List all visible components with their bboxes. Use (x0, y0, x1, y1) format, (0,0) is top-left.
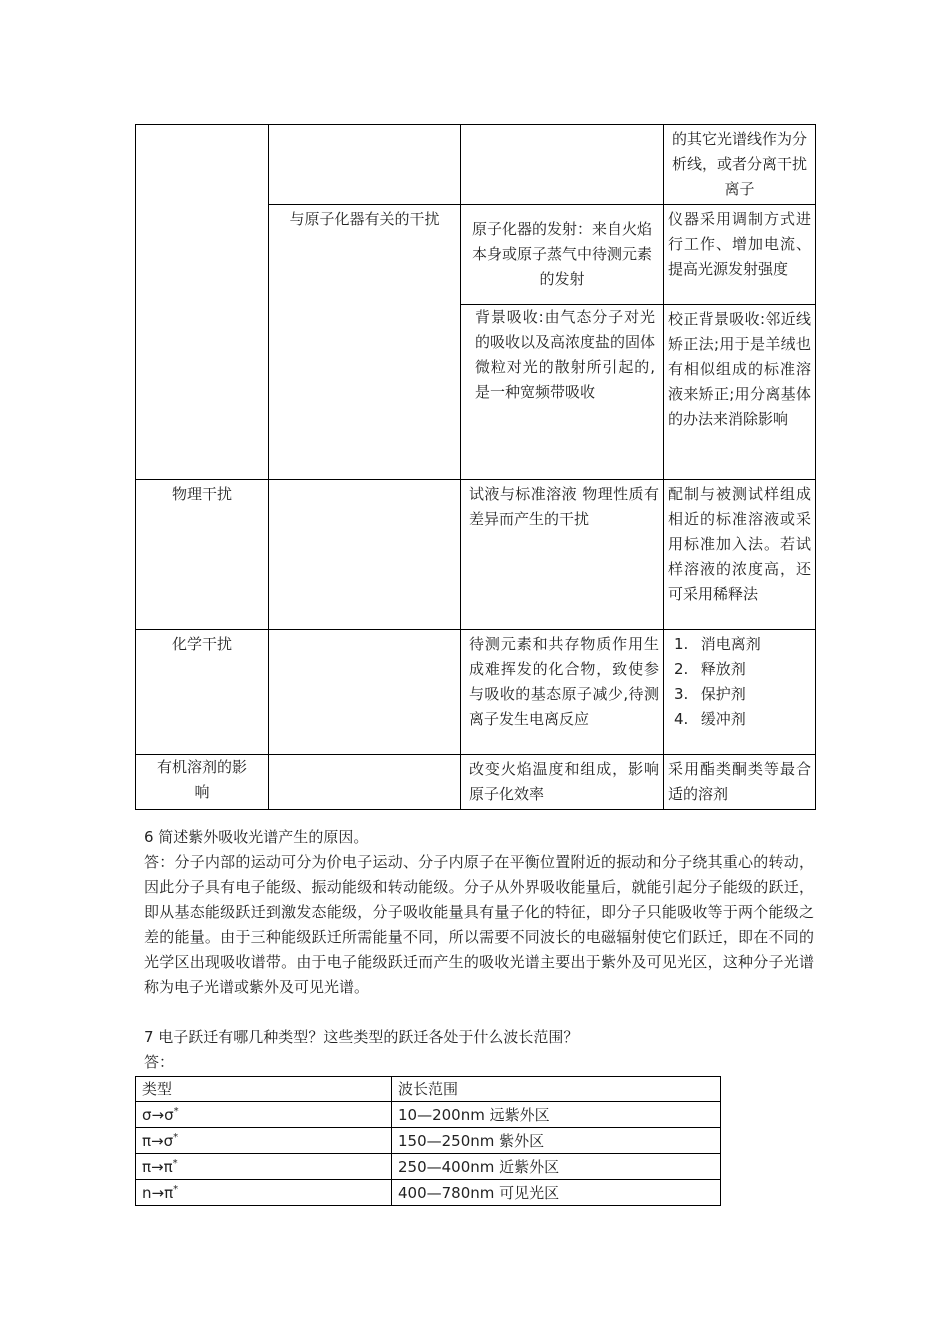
physical-interference-label: 物理干扰 (136, 480, 269, 630)
question-6: 6 简述紫外吸收光谱产生的原因。 (144, 828, 369, 846)
remedy-cell: 校正背景吸收:邻近线矫正法;用于是羊绒也有相似组成的标准溶液来矫正;用分离基体的办法来消除影响 (664, 305, 816, 480)
interference-table (135, 124, 816, 810)
remedy-cell: 仪器采用调制方式进行工作、增加电流、提高光源发射强度 (664, 205, 816, 305)
chemical-interference-label: 化学干扰 (136, 630, 269, 755)
remedy-cell: 的其它光谱线作为分析线，或者分离干扰离子 (664, 125, 816, 205)
table-row (136, 1154, 721, 1180)
wavelength-range: 150—250nm 紫外区 (392, 1128, 721, 1154)
list-item: 1. 消电离剂 (674, 635, 761, 653)
transition-type: π→π* (136, 1154, 392, 1180)
cause-cell: 背景吸收:由气态分子对光的吸收以及高浓度盐的固体微粒对光的散射所引起的,是一种宽频带吸收 (461, 305, 664, 480)
transition-type: σ→σ* (136, 1102, 392, 1128)
remedy-list (664, 630, 816, 755)
list-item: 3. 保护剂 (674, 685, 746, 703)
table-cell (269, 755, 461, 810)
table-cell (269, 630, 461, 755)
transition-type: π→σ* (136, 1128, 392, 1154)
transition-type: n→π* (136, 1180, 392, 1206)
remedy-cell: 采用酯类酮类等最合适的溶剂 (664, 755, 816, 810)
table-row (136, 480, 816, 630)
cause-cell: 原子化器的发射：来自火焰本身或原子蒸气中待测元素的发射 (461, 205, 664, 305)
remedy-cell: 配制与被测试样组成相近的标准溶液或采用标准加入法。若试样溶液的浓度高，还可采用稀释法 (664, 480, 816, 630)
list-item: 2. 释放剂 (674, 660, 746, 678)
list-item: 4. 缓冲剂 (674, 710, 746, 728)
table-row (136, 1128, 721, 1154)
table-row (136, 630, 816, 755)
wavelength-range: 400—780nm 可见光区 (392, 1180, 721, 1206)
table-row (136, 1180, 721, 1206)
table-cell (461, 125, 664, 205)
atomizer-interference-label: 与原子化器有关的干扰 (269, 205, 461, 480)
header-type: 类型 (136, 1077, 392, 1102)
table-row (136, 1102, 721, 1128)
question-7: 7 电子跃迁有哪几种类型？这些类型的跃迁各处于什么波长范围？ (144, 1028, 579, 1046)
table-cell (269, 480, 461, 630)
cause-cell: 待测元素和共存物质作用生成难挥发的化合物，致使参与吸收的基态原子减少,待测离子发生电离反应 (461, 630, 664, 755)
table-row (136, 125, 816, 205)
table-cell (136, 125, 269, 480)
table-cell (269, 125, 461, 205)
wavelength-range: 10—200nm 远紫外区 (392, 1102, 721, 1128)
table-header-row (136, 1077, 721, 1102)
transition-table (135, 1076, 721, 1206)
table-row (136, 755, 816, 810)
cause-cell: 改变火焰温度和组成，影响原子化效率 (461, 755, 664, 810)
organic-solvent-label: 有机溶剂的影响 (136, 755, 269, 810)
answer-6: 答：分子内部的运动可分为价电子运动、分子内原子在平衡位置附近的振动和分子绕其重心的转动，因此分子具有电子能级、振动能级和转动能级。分子从外界吸收能量后，就能引起分子能级的跃迁，即从基态能级跃迁到激发态能级，分子吸收能量具有量子化的特征，即分子只能吸收等于两个能级之差的能量。由于三种能级跃迁所需能量不同，所以需要不同波长的电磁辐射使它们跃迁，即在不同的光学区出现吸收谱带。由于电子能级跃迁而产生的吸收光谱主要出于紫外及可见光区，这种分子光谱称为电子光谱或紫外及可见光谱。 (144, 853, 814, 996)
header-range: 波长范围 (392, 1077, 721, 1102)
answer-7-label: 答： (144, 1053, 175, 1071)
cause-cell: 试液与标准溶液 物理性质有差异而产生的干扰 (461, 480, 664, 630)
wavelength-range: 250—400nm 近紫外区 (392, 1154, 721, 1180)
